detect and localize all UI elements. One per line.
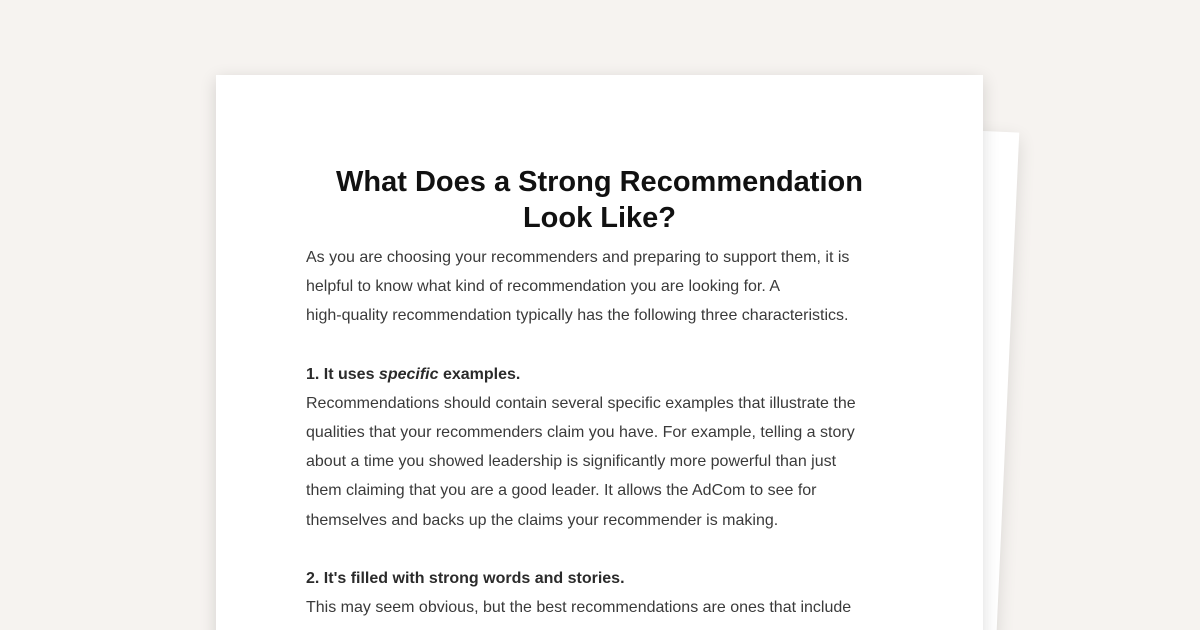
section-1-heading	[306, 360, 896, 389]
intro-line: high-quality recommendation typically has the following three characteristics.	[306, 307, 849, 325]
section-1-line: Recommendations should contain several specific examples that illustrate the	[306, 394, 856, 412]
section-1-heading-emphasis: specific	[378, 365, 439, 383]
section-1-line: them claiming that you are a good leader. It allows the AdCom to see for	[306, 482, 817, 500]
title-line-1: What Does a Strong Recommendation	[336, 166, 863, 198]
section-1-heading-suffix: examples.	[438, 365, 521, 383]
section-2-heading: 2. It's filled with strong words and stories.	[306, 569, 625, 587]
section-1-heading-prefix: 1. It uses	[306, 365, 379, 383]
section-2-paragraph	[306, 593, 896, 622]
section-1-line: qualities that your recommenders claim you have. For example, telling a story	[306, 424, 855, 442]
paragraph-spacer	[306, 535, 896, 564]
intro-line: helpful to know what kind of recommendation you are looking for. A	[306, 278, 781, 296]
section-2-line: This may seem obvious, but the best recommendations are ones that include	[306, 599, 852, 617]
section-1-line: about a time you showed leadership is significantly more powerful than just	[306, 453, 837, 471]
document-title	[216, 164, 983, 236]
title-line-2: Look Like?	[522, 202, 677, 234]
intro-line: As you are choosing your recommenders and preparing to support them, it is	[306, 249, 850, 266]
intro-paragraph	[306, 243, 896, 331]
document-body	[306, 243, 896, 622]
document-sheet	[216, 75, 983, 630]
section-1-line: themselves and backs up the claims your recommender is making.	[306, 511, 779, 529]
section-1-paragraph	[306, 389, 896, 535]
paragraph-spacer	[306, 331, 896, 360]
